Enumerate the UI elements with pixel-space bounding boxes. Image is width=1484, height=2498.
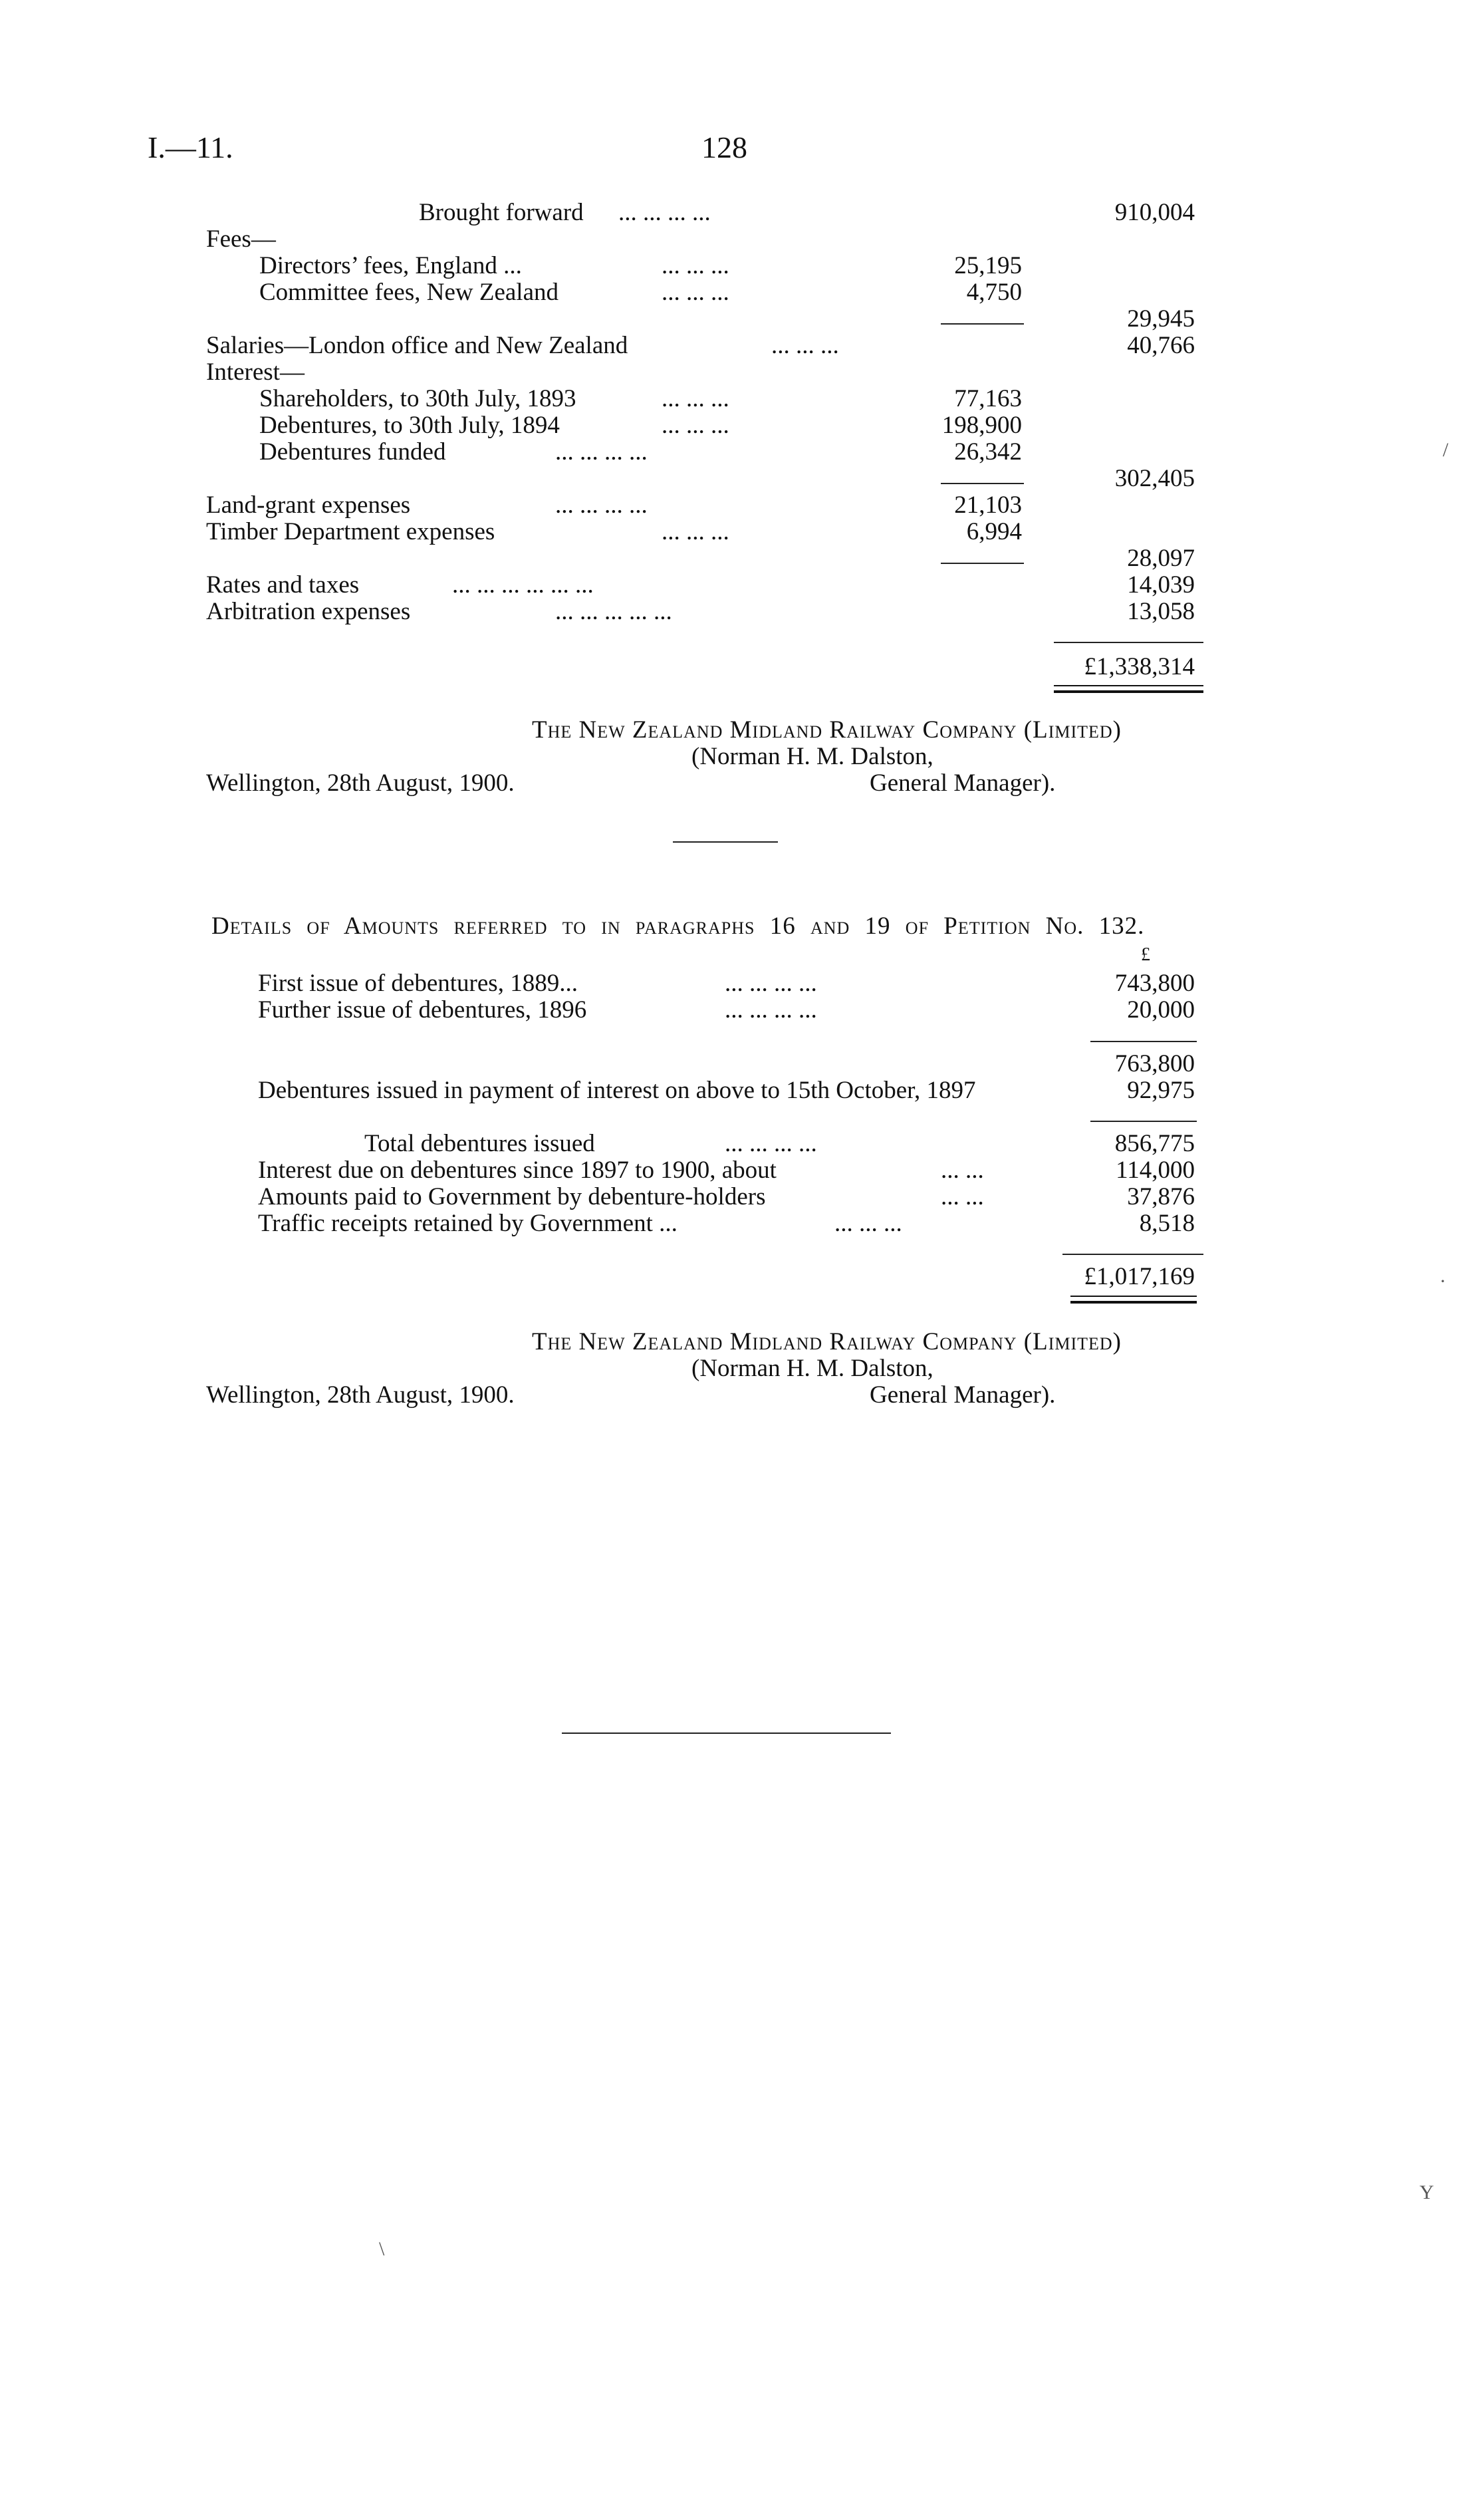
line-amount: 8,518 — [1139, 1210, 1195, 1237]
leader-dots: ... ... ... — [662, 518, 729, 545]
line-amount: 856,775 — [1114, 1130, 1195, 1157]
company-signature: The New Zealand Midland Railway Company (Limited) — [532, 1328, 1122, 1355]
line-label: First issue of debentures, 1889... — [258, 970, 578, 997]
leader-dots: ... ... ... ... — [555, 491, 648, 519]
line-label: Timber Department expenses — [206, 518, 495, 545]
issues-subtotal: 763,800 — [1114, 1050, 1195, 1077]
leader-dots: ... ... ... ... ... — [555, 598, 672, 625]
line-amount: 21,103 — [954, 491, 1022, 519]
leader-dots: ... ... ... — [771, 332, 839, 359]
fees-heading: Fees— — [206, 225, 276, 253]
leader-dots: ... ... ... — [662, 279, 729, 306]
leader-dots: ... ... ... ... — [725, 1130, 817, 1157]
line-label: Traffic receipts retained by Government ... — [258, 1210, 678, 1237]
line-amount: 77,163 — [954, 385, 1022, 412]
line-label: Amounts paid to Government by debenture-holders — [258, 1183, 766, 1210]
line-amount: 6,994 — [966, 518, 1022, 545]
total-rule — [1062, 1254, 1203, 1255]
line-amount: 37,876 — [1127, 1183, 1195, 1210]
place-date: Wellington, 28th August, 1900. — [206, 769, 515, 797]
scan-mark: \ — [379, 2238, 385, 2260]
rates-total: 14,039 — [1127, 571, 1195, 599]
signatory-name: (Norman H. M. Dalston, — [691, 1355, 933, 1382]
line-label: Shareholders, to 30th July, 1893 — [259, 385, 576, 412]
leader-dots: ... ... ... — [662, 252, 729, 279]
line-label: Debentures funded — [259, 438, 446, 466]
rates-label: Rates and taxes — [206, 571, 360, 599]
signatory-title: General Manager). — [870, 769, 1056, 797]
interest-issue-label: Debentures issued in payment of interest on above to 15th October, 1897 — [258, 1077, 976, 1104]
line-label: Debentures, to 30th July, 1894 — [259, 412, 560, 439]
fees-total: 29,945 — [1127, 305, 1195, 333]
line-amount: 26,342 — [954, 438, 1022, 466]
document-reference: I.—11. — [148, 130, 233, 164]
scan-mark: / — [1443, 439, 1449, 461]
line-amount: 25,195 — [954, 252, 1022, 279]
line-amount: 198,900 — [941, 412, 1022, 439]
leader-dots: ... ... ... — [662, 412, 729, 439]
line-label: Total debentures issued — [364, 1130, 595, 1157]
brought-forward-total: 910,004 — [1114, 199, 1195, 226]
subtotal-rule — [941, 563, 1024, 564]
salaries-label: Salaries—London office and New Zealand — [206, 332, 628, 359]
interest-issue-amount: 92,975 — [1127, 1077, 1195, 1104]
arbitration-total: 13,058 — [1127, 598, 1195, 625]
land-total: 28,097 — [1127, 545, 1195, 572]
subtotal-rule — [1090, 1041, 1197, 1042]
leader-dots: ... ... ... ... ... ... — [452, 571, 594, 599]
leader-dots: ... ... ... — [834, 1210, 902, 1237]
line-amount: 20,000 — [1127, 996, 1195, 1024]
line-label: Interest due on debentures since 1897 to 1900, about — [258, 1157, 777, 1184]
details-heading: Details of Amounts referred to in paragraphs 16 and 19 of Petition No. 132. — [211, 912, 1145, 940]
leader-dots: ... ... — [941, 1157, 984, 1184]
line-amount: 114,000 — [1116, 1157, 1195, 1184]
total-rule — [1054, 642, 1203, 643]
signatory-name: (Norman H. M. Dalston, — [691, 743, 933, 770]
line-label: Further issue of debentures, 1896 — [258, 996, 587, 1024]
line-label: Directors’ fees, England ... — [259, 252, 522, 279]
company-signature: The New Zealand Midland Railway Company (Limited) — [532, 716, 1122, 744]
subtotal-rule — [941, 483, 1024, 484]
brought-forward-label: Brought forward — [419, 199, 584, 226]
double-rule — [1054, 685, 1203, 693]
leader-dots: ... ... ... — [662, 385, 729, 412]
salaries-total: 40,766 — [1127, 332, 1195, 359]
line-amount: 4,750 — [966, 279, 1022, 306]
end-rule — [562, 1733, 891, 1734]
page-number: 128 — [701, 130, 747, 164]
interest-heading: Interest— — [206, 358, 305, 386]
leader-dots: ... ... ... ... — [725, 996, 817, 1024]
signatory-title: General Manager). — [870, 1381, 1056, 1409]
line-label: Committee fees, New Zealand — [259, 279, 558, 306]
section-divider — [673, 841, 778, 843]
currency-symbol: £ — [1141, 944, 1150, 965]
grand-total: £1,017,169 — [1084, 1263, 1195, 1290]
leader-dots: ... ... ... ... — [725, 970, 817, 997]
interest-total: 302,405 — [1114, 465, 1195, 492]
line-label: Land-grant expenses — [206, 491, 411, 519]
arbitration-label: Arbitration expenses — [206, 598, 411, 625]
place-date: Wellington, 28th August, 1900. — [206, 1381, 515, 1409]
scan-mark: Y — [1420, 2181, 1434, 2203]
double-rule — [1070, 1296, 1197, 1304]
grand-total: £1,338,314 — [1084, 653, 1195, 680]
scan-mark: · — [1439, 1270, 1446, 1292]
leader-dots: ... ... ... ... — [618, 199, 711, 226]
line-amount: 743,800 — [1114, 970, 1195, 997]
leader-dots: ... ... ... ... — [555, 438, 648, 466]
leader-dots: ... ... — [941, 1183, 984, 1210]
subtotal-rule — [1090, 1121, 1197, 1122]
subtotal-rule — [941, 323, 1024, 325]
